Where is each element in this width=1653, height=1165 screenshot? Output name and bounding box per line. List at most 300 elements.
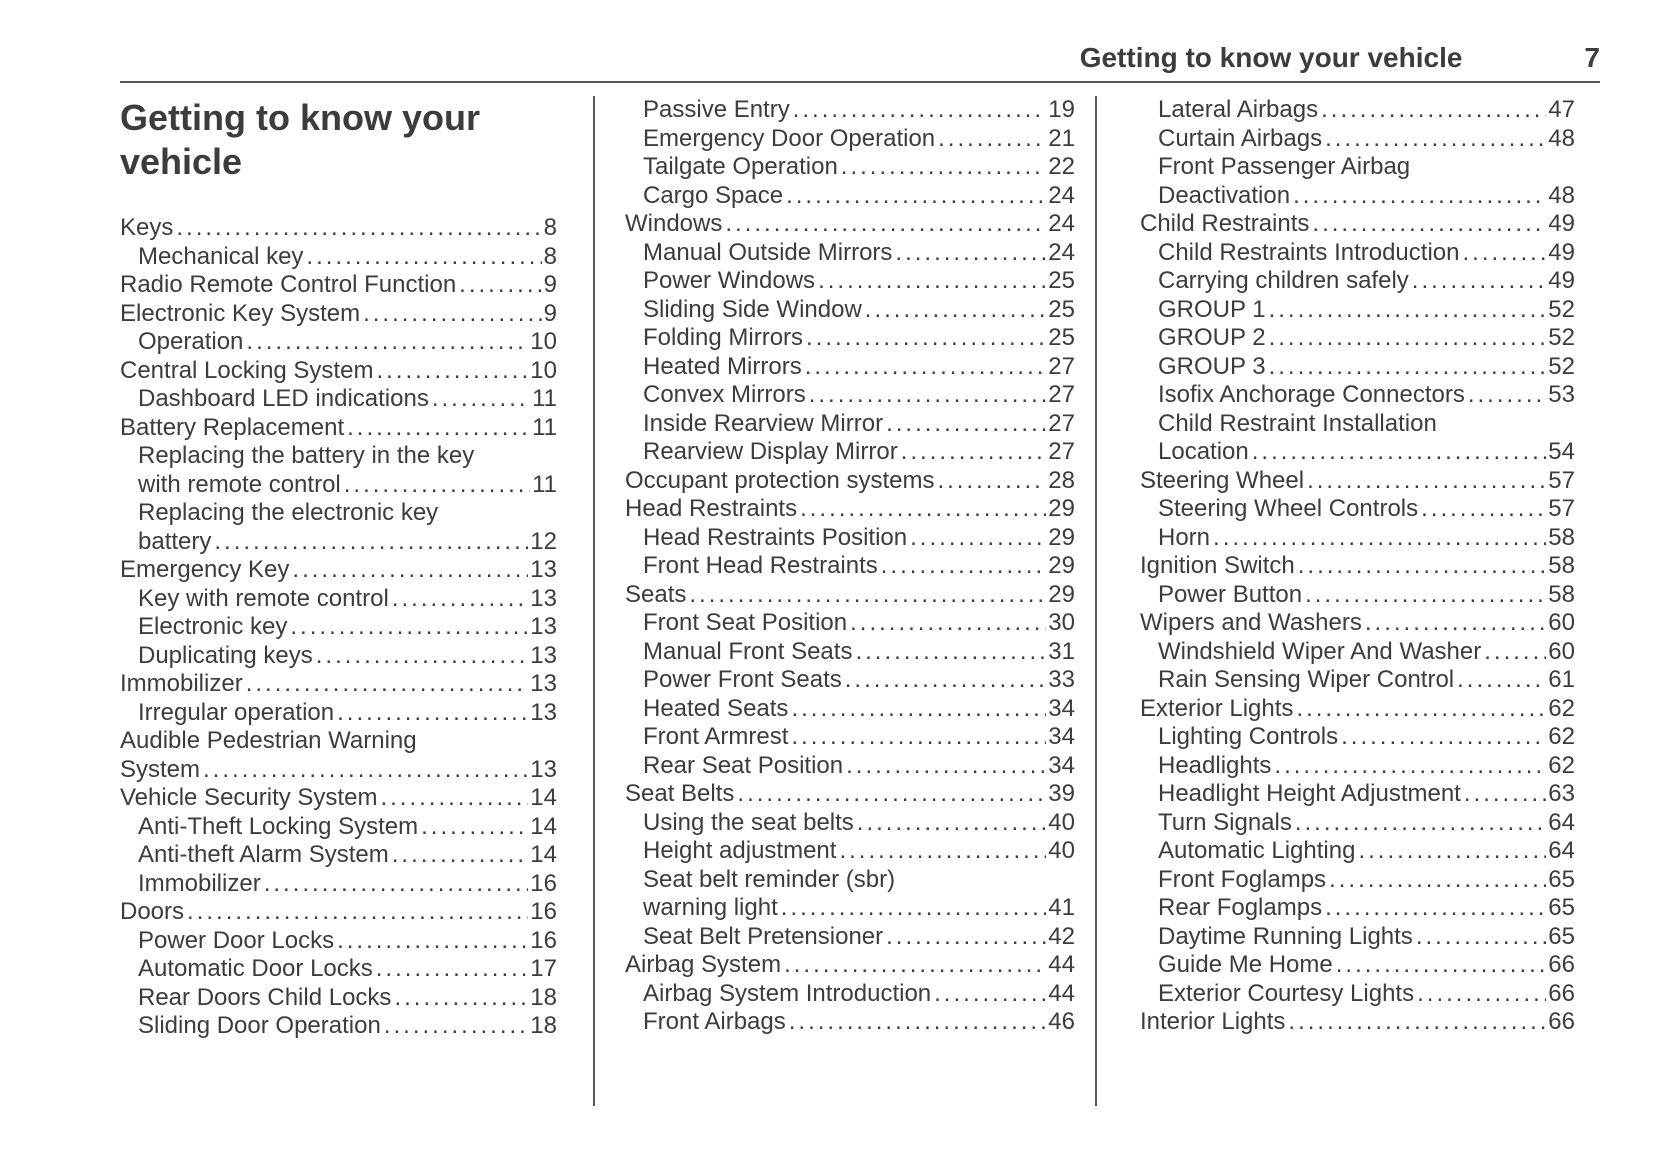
section-title	[120, 96, 557, 184]
toc-dot-leader	[1269, 324, 1547, 353]
toc-list	[1140, 96, 1575, 1037]
toc-entry	[625, 780, 1075, 809]
toc-entry-page: 16	[530, 926, 557, 954]
toc-entry-label: Audible Pedestrian Warning	[120, 727, 417, 754]
toc-entry	[1140, 182, 1575, 211]
toc-entry	[1140, 923, 1575, 952]
toc-entry-page: 42	[1048, 922, 1075, 950]
toc-entry	[625, 609, 1075, 638]
toc-entry-label: Dashboard LED indications	[138, 385, 429, 412]
toc-entry-page: 8	[543, 242, 557, 270]
toc-entry	[120, 955, 557, 984]
toc-entry-label: Rear Seat Position	[643, 751, 844, 779]
toc-entry	[120, 613, 557, 642]
toc-dot-leader	[1336, 951, 1547, 980]
toc-entry-page: 27	[1048, 381, 1075, 408]
toc-entry	[1140, 809, 1575, 838]
toc-entry-page: 58	[1548, 580, 1575, 608]
toc-entry-page: 57	[1548, 466, 1575, 494]
toc-entry-page: 48	[1548, 124, 1575, 152]
toc-entry-page: 14	[530, 784, 557, 811]
toc-entry-page: 21	[1048, 124, 1075, 152]
toc-entry-page: 62	[1548, 694, 1575, 722]
toc-dot-leader	[806, 324, 1046, 353]
toc-entry	[1140, 1008, 1575, 1037]
toc-column-right	[1095, 96, 1600, 1106]
toc-entry-label: Tailgate Operation	[643, 153, 838, 180]
toc-entry	[1140, 609, 1575, 638]
toc-entry-page: 16	[530, 898, 557, 925]
section-title-line2: vehicle	[120, 141, 243, 182]
toc-entry-page: 10	[530, 328, 557, 355]
toc-entry-label: Headlight Height Adjustment	[1158, 780, 1461, 807]
toc-entry-page: 29	[1048, 523, 1075, 551]
toc-entry-page: 10	[530, 356, 557, 384]
toc-entry-page: 33	[1048, 666, 1075, 693]
toc-entry-label: Exterior Lights	[1140, 694, 1294, 722]
toc-entry-page: 9	[543, 271, 557, 298]
toc-dot-leader	[1325, 894, 1546, 923]
toc-entry	[1140, 353, 1575, 382]
toc-dot-leader	[1325, 125, 1546, 154]
toc-entry	[1140, 324, 1575, 353]
toc-entry-label: GROUP 1	[1158, 295, 1266, 323]
toc-entry-label: Seat belt reminder (sbr)	[643, 865, 896, 893]
toc-entry	[625, 296, 1075, 325]
toc-entry-label: Automatic Lighting	[1158, 837, 1356, 864]
toc-entry	[625, 210, 1075, 239]
toc-entry-label: Emergency Door Operation	[643, 124, 936, 152]
toc-entry-page: 29	[1048, 552, 1075, 579]
toc-entry-page: 27	[1048, 438, 1075, 465]
toc-entry-label: Electronic key	[138, 613, 288, 640]
toc-entry-label: Seats	[625, 580, 687, 608]
toc-entry-label: Replacing the battery in the key	[138, 442, 475, 469]
toc-dot-leader	[857, 809, 1047, 838]
toc-dot-leader	[865, 296, 1047, 325]
toc-dot-leader	[689, 581, 1046, 610]
toc-dot-leader	[376, 955, 529, 984]
toc-dot-leader	[290, 613, 528, 642]
toc-content	[120, 96, 1600, 1106]
toc-entry-page: 34	[1048, 694, 1075, 722]
toc-dot-leader	[895, 239, 1046, 268]
toc-dot-leader	[845, 666, 1047, 695]
toc-entry	[625, 524, 1075, 553]
toc-dot-leader	[1307, 467, 1546, 496]
toc-entry	[625, 495, 1075, 524]
toc-entry	[625, 410, 1075, 439]
toc-entry-page: 24	[1048, 238, 1075, 266]
toc-entry	[625, 894, 1075, 923]
toc-entry-page: 13	[530, 698, 557, 726]
toc-entry-page: 13	[530, 556, 557, 583]
toc-dot-leader	[1412, 267, 1547, 296]
toc-entry-label: Front Armrest	[643, 723, 789, 750]
toc-entry-label: Duplicating keys	[138, 641, 313, 669]
toc-entry	[120, 385, 557, 414]
toc-dot-leader	[791, 695, 1046, 724]
toc-entry	[625, 353, 1075, 382]
toc-entry	[625, 467, 1075, 496]
toc-dot-leader	[800, 495, 1046, 524]
toc-entry	[120, 328, 557, 357]
toc-entry	[120, 214, 557, 243]
toc-dot-leader	[380, 784, 528, 813]
toc-entry-label: Mechanical key	[138, 242, 304, 270]
toc-entry	[1140, 438, 1575, 467]
toc-entry	[120, 870, 557, 899]
toc-dot-leader	[203, 756, 528, 785]
toc-entry	[1140, 837, 1575, 866]
toc-entry-label: Deactivation	[1158, 181, 1291, 209]
toc-entry-page: 16	[530, 869, 557, 897]
toc-entry-page: 49	[1548, 210, 1575, 237]
toc-dot-leader	[737, 780, 1046, 809]
toc-dot-leader	[1365, 609, 1546, 638]
toc-entry-page: 53	[1548, 381, 1575, 408]
toc-entry-label: Airbag System Introduction	[643, 979, 932, 1007]
toc-entry	[625, 267, 1075, 296]
toc-entry	[120, 984, 557, 1013]
toc-entry	[1140, 638, 1575, 667]
toc-entry-label: Replacing the electronic key	[138, 499, 439, 526]
toc-entry-label: GROUP 2	[1158, 324, 1266, 351]
toc-dot-leader	[392, 585, 529, 614]
toc-entry-label: Immobilizer	[120, 670, 243, 697]
toc-entry-page: 9	[543, 299, 557, 327]
toc-entry-label: Anti-theft Alarm System	[138, 841, 389, 868]
toc-entry-page: 31	[1048, 637, 1075, 665]
toc-entry	[625, 182, 1075, 211]
header-rule	[120, 81, 1600, 83]
toc-list	[625, 96, 1075, 1037]
toc-entry	[625, 666, 1075, 695]
toc-entry	[120, 499, 557, 528]
toc-column-left	[120, 96, 593, 1106]
toc-dot-leader	[791, 723, 1046, 752]
toc-dot-leader	[934, 980, 1046, 1009]
toc-entry-page: 25	[1048, 295, 1075, 323]
toc-entry-page: 27	[1048, 352, 1075, 380]
toc-entry-label: Immobilizer	[138, 869, 261, 897]
toc-entry-label: Front Passenger Airbag	[1158, 153, 1411, 180]
toc-dot-leader	[1296, 695, 1546, 724]
toc-entry-label: Passive Entry	[643, 96, 790, 123]
toc-entry-page: 47	[1548, 96, 1575, 123]
toc-entry-label: Horn	[1158, 523, 1211, 551]
toc-entry-page: 49	[1548, 267, 1575, 294]
toc-dot-leader	[1421, 495, 1546, 524]
toc-entry-page: 14	[530, 812, 557, 840]
toc-dot-leader	[839, 837, 1046, 866]
toc-entry-label: Manual Front Seats	[643, 637, 853, 665]
toc-dot-leader	[292, 556, 528, 585]
toc-dot-leader	[1321, 96, 1546, 125]
toc-entry-label: warning light	[643, 894, 778, 921]
toc-entry-label: Turn Signals	[1158, 808, 1292, 836]
toc-entry-label: Steering Wheel	[1140, 466, 1305, 494]
toc-entry-page: 28	[1048, 466, 1075, 494]
toc-entry-label: GROUP 3	[1158, 352, 1266, 380]
toc-entry-label: Front Airbags	[643, 1008, 786, 1035]
toc-dot-leader	[1295, 809, 1546, 838]
toc-entry-label: Power Door Locks	[138, 926, 335, 954]
toc-dot-leader	[1269, 296, 1547, 325]
toc-dot-leader	[886, 923, 1046, 952]
toc-entry-label: Occupant protection systems	[625, 466, 935, 494]
toc-entry	[625, 638, 1075, 667]
toc-entry-label: Convex Mirrors	[643, 381, 806, 408]
toc-entry-label: Seat Belts	[625, 780, 735, 807]
toc-entry-label: Rearview Display Mirror	[643, 438, 898, 465]
toc-dot-leader	[363, 300, 542, 329]
toc-entry-label: Ignition Switch	[1140, 552, 1295, 579]
toc-dot-leader	[1293, 182, 1546, 211]
toc-dot-leader	[1298, 552, 1547, 581]
toc-entry-label: Anti-Theft Locking System	[138, 812, 419, 840]
toc-dot-leader	[347, 414, 530, 443]
toc-entry-page: 54	[1548, 438, 1575, 465]
toc-entry-page: 18	[530, 983, 557, 1011]
toc-entry-page: 64	[1548, 808, 1575, 836]
toc-dot-leader	[421, 813, 528, 842]
toc-dot-leader	[1269, 353, 1547, 382]
toc-dot-leader	[938, 125, 1046, 154]
toc-entry	[1140, 752, 1575, 781]
toc-dot-leader	[1484, 638, 1546, 667]
toc-entry-page: 24	[1048, 210, 1075, 237]
toc-entry-label: Power Front Seats	[643, 666, 842, 693]
toc-entry-label: Automatic Door Locks	[138, 955, 373, 982]
toc-entry	[120, 727, 557, 756]
toc-dot-leader	[910, 524, 1046, 553]
toc-entry-label: Irregular operation	[138, 698, 335, 726]
toc-dot-leader	[1462, 239, 1546, 268]
toc-entry	[120, 841, 557, 870]
toc-dot-leader	[376, 357, 528, 386]
toc-dot-leader	[805, 353, 1047, 382]
toc-entry	[1140, 467, 1575, 496]
toc-entry-label: Windows	[625, 210, 723, 237]
toc-dot-leader	[459, 271, 541, 300]
toc-entry	[1140, 666, 1575, 695]
toc-dot-leader	[781, 894, 1047, 923]
toc-entry-label: Vehicle Security System	[120, 784, 378, 811]
toc-entry	[120, 1012, 557, 1041]
toc-entry-page: 66	[1548, 1008, 1575, 1035]
toc-entry-label: Power Button	[1158, 580, 1303, 608]
toc-entry-page: 11	[532, 385, 557, 412]
toc-entry-page: 57	[1548, 495, 1575, 522]
toc-dot-leader	[432, 385, 530, 414]
toc-entry	[625, 723, 1075, 752]
toc-entry-page: 65	[1548, 894, 1575, 921]
toc-column-middle	[593, 96, 1095, 1106]
toc-entry-page: 40	[1048, 808, 1075, 836]
toc-entry-label: Curtain Airbags	[1158, 124, 1323, 152]
toc-entry	[1140, 410, 1575, 439]
toc-entry-label: Airbag System	[625, 951, 782, 978]
toc-dot-leader	[1464, 780, 1546, 809]
toc-entry-page: 13	[530, 755, 557, 783]
toc-entry-page: 13	[530, 613, 557, 640]
toc-dot-leader	[886, 410, 1046, 439]
toc-list	[120, 214, 557, 1041]
toc-entry	[625, 866, 1075, 895]
toc-entry	[625, 552, 1075, 581]
toc-entry-label: Wipers and Washers	[1140, 609, 1362, 636]
toc-entry	[625, 153, 1075, 182]
toc-entry-page: 44	[1048, 979, 1075, 1007]
running-header	[120, 42, 1600, 74]
toc-entry-page: 52	[1548, 352, 1575, 380]
toc-entry-label: Key with remote control	[138, 584, 389, 612]
toc-entry	[625, 809, 1075, 838]
toc-entry-page: 17	[530, 955, 557, 982]
toc-entry-page: 25	[1048, 267, 1075, 294]
toc-entry-label: Headlights	[1158, 751, 1272, 779]
toc-entry-page: 30	[1048, 609, 1075, 636]
toc-dot-leader	[1358, 837, 1546, 866]
toc-entry-page: 62	[1548, 751, 1575, 779]
toc-entry-label: System	[120, 755, 201, 783]
toc-entry-page: 18	[530, 1012, 557, 1039]
toc-entry-label: Keys	[120, 214, 174, 241]
toc-dot-leader	[1457, 666, 1546, 695]
toc-dot-leader	[841, 153, 1047, 182]
toc-entry	[625, 980, 1075, 1009]
toc-entry-label: Carrying children safely	[1158, 267, 1409, 294]
toc-entry-label: Rear Doors Child Locks	[138, 983, 392, 1011]
toc-dot-leader	[1468, 381, 1546, 410]
toc-entry-page: 60	[1548, 637, 1575, 665]
toc-entry-page: 52	[1548, 324, 1575, 351]
toc-dot-leader	[1341, 723, 1546, 752]
toc-entry	[1140, 951, 1575, 980]
toc-entry	[120, 670, 557, 699]
toc-entry	[1140, 296, 1575, 325]
toc-entry-label: Doors	[120, 898, 185, 925]
toc-entry-page: 11	[532, 413, 557, 441]
toc-entry	[625, 951, 1075, 980]
toc-entry-label: Lighting Controls	[1158, 723, 1339, 750]
toc-entry-page: 34	[1048, 723, 1075, 750]
toc-entry-label: Using the seat belts	[643, 808, 854, 836]
toc-dot-leader	[337, 699, 528, 728]
toc-entry-page: 66	[1548, 979, 1575, 1007]
toc-entry-page: 52	[1548, 295, 1575, 323]
toc-entry-label: Power Windows	[643, 267, 816, 294]
toc-entry-page: 29	[1048, 495, 1075, 522]
toc-entry	[1140, 153, 1575, 182]
toc-entry-label: Head Restraints	[625, 495, 798, 522]
toc-entry-page: 58	[1548, 552, 1575, 579]
toc-entry	[625, 752, 1075, 781]
toc-entry-page: 41	[1048, 894, 1075, 921]
toc-entry-label: Seat Belt Pretensioner	[643, 922, 884, 950]
toc-entry	[1140, 210, 1575, 239]
toc-entry-page: 19	[1048, 96, 1075, 123]
toc-entry-label: Child Restraint Installation	[1158, 409, 1437, 437]
toc-entry	[1140, 96, 1575, 125]
toc-entry	[1140, 723, 1575, 752]
toc-entry-label: Heated Mirrors	[643, 352, 802, 380]
toc-entry-label: Sliding Door Operation	[138, 1012, 381, 1039]
toc-dot-leader	[187, 898, 528, 927]
toc-dot-leader	[1252, 438, 1547, 467]
toc-entry	[625, 125, 1075, 154]
toc-dot-leader	[881, 552, 1047, 581]
toc-dot-leader	[344, 471, 530, 500]
toc-dot-leader	[384, 1012, 528, 1041]
toc-entry	[625, 837, 1075, 866]
toc-entry	[120, 813, 557, 842]
toc-entry-page: 39	[1048, 780, 1075, 807]
toc-entry	[120, 243, 557, 272]
toc-entry	[625, 923, 1075, 952]
toc-entry-page: 49	[1548, 238, 1575, 266]
toc-entry-label: Inside Rearview Mirror	[643, 409, 884, 437]
toc-dot-leader	[246, 670, 529, 699]
toc-dot-leader	[246, 328, 528, 357]
toc-entry-label: Windshield Wiper And Washer	[1158, 637, 1482, 665]
toc-entry	[1140, 581, 1575, 610]
toc-dot-leader	[316, 642, 529, 671]
toc-entry-label: Electronic Key System	[120, 299, 361, 327]
toc-dot-leader	[306, 243, 541, 272]
toc-entry-page: 65	[1548, 922, 1575, 950]
toc-entry	[120, 585, 557, 614]
toc-dot-leader	[725, 210, 1046, 239]
toc-entry-label: Front Head Restraints	[643, 552, 878, 579]
toc-entry-label: Folding Mirrors	[643, 324, 804, 351]
toc-dot-leader	[784, 951, 1046, 980]
toc-entry	[120, 414, 557, 443]
toc-entry-label: Child Restraints	[1140, 210, 1310, 237]
toc-dot-leader	[901, 438, 1047, 467]
toc-dot-leader	[809, 381, 1047, 410]
toc-entry-page: 65	[1548, 865, 1575, 893]
toc-entry-label: Steering Wheel Controls	[1158, 495, 1419, 522]
toc-entry	[120, 898, 557, 927]
toc-entry	[120, 784, 557, 813]
toc-entry-label: Heated Seats	[643, 694, 789, 722]
toc-entry-page: 22	[1048, 153, 1075, 180]
toc-entry-label: Radio Remote Control Function	[120, 271, 457, 298]
toc-entry-page: 62	[1548, 723, 1575, 750]
toc-entry	[1140, 267, 1575, 296]
toc-entry-label: Emergency Key	[120, 556, 290, 583]
toc-entry-page: 64	[1548, 837, 1575, 864]
toc-entry-label: Daytime Running Lights	[1158, 922, 1413, 950]
toc-entry-label: Sliding Side Window	[643, 295, 862, 323]
toc-entry-page: 14	[530, 841, 557, 868]
toc-entry	[120, 556, 557, 585]
toc-entry	[1140, 894, 1575, 923]
toc-entry-page: 48	[1548, 181, 1575, 209]
toc-entry	[120, 528, 557, 557]
toc-entry-page: 29	[1048, 580, 1075, 608]
toc-entry-page: 60	[1548, 609, 1575, 636]
toc-entry-page: 12	[530, 527, 557, 555]
toc-entry	[625, 381, 1075, 410]
toc-entry-label: Rain Sensing Wiper Control	[1158, 666, 1455, 693]
toc-entry-page: 44	[1048, 951, 1075, 978]
toc-entry-label: Central Locking System	[120, 356, 374, 384]
toc-entry	[1140, 239, 1575, 268]
toc-entry-page: 46	[1048, 1008, 1075, 1035]
